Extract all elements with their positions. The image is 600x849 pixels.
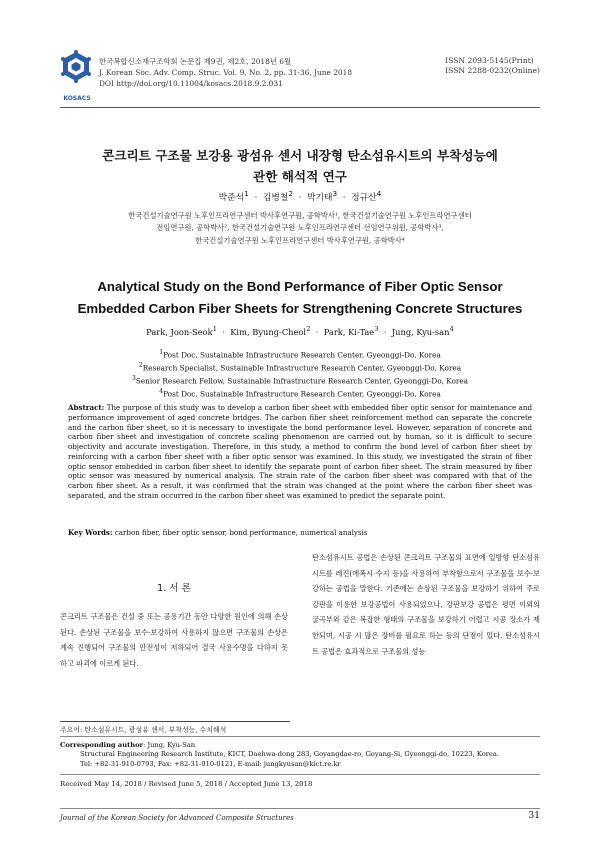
corr-contact: Tel: +82-31-910-0793, Fax: +82-31-910-0121, E-mail: jungkyusan@kict.re.kr [80, 759, 341, 768]
author-2-en-sup: 2 [306, 325, 311, 333]
kosacs-logo-icon [60, 50, 92, 90]
affil-en-line [60, 374, 540, 387]
author-sep: · [254, 192, 258, 203]
author-sep: · [315, 326, 319, 337]
affil-text: Research Specialist, Sustainable Infrastructure Research Center, Gyeonggi-Do, Korea [142, 363, 462, 373]
affiliations-en [60, 348, 540, 400]
footnote-divider [60, 736, 540, 737]
author-2-ko: 김병철 [262, 192, 289, 203]
page-number: 31 [528, 811, 540, 821]
corr-label: Corresponding author [60, 741, 144, 749]
authors-ko [60, 189, 540, 203]
affil-sup: 4 [159, 388, 164, 396]
affil-ko-line: 한국건설기술연구원 노후인프라연구센터 박사후연구원, 공학박사¹, 한국건설기술연구원 노후인프라연구센터 [128, 211, 472, 220]
title-en-line-1: Analytical Study on the Bond Performance of Fiber Optic Sensor [97, 279, 503, 294]
affil-en-line [60, 361, 540, 374]
body-column-left [60, 550, 288, 671]
doi-link[interactable]: DOI http://doi.org/10.11004/kosacs.2018.9.2.031 [99, 79, 283, 88]
affil-text: Post Doc, Sustainable Infrastructure Research Center, Gyeonggi-Do, Korea [163, 389, 441, 399]
affil-sup: 2 [138, 362, 143, 370]
body-paragraph: 콘크리트 구조물은 건설 중 또는 공용기간 동안 다양한 원인에 의해 손상된다. 손상된 구조물을 보수·보강하여 사용하지 않으면 구조물의 손상은 계속 진행되어 구조물의 안전성이 저하되어 결국 사용수명을 다하지 못 하고 파괴에 이르게 된다. [60, 612, 288, 668]
body-paragraph: 탄소섬유시트 공법은 손상된 콘크리트 구조물의 표면에 일방향 탄소섬유 시트를 레진(에폭시 수지 등)을 사용하여 부착함으로서 구조물을 보수·보강하는 공법을 말한다. 기존에는 손상된 구조물을 보강하기 위하여 주로 강판을 이용한 보강공법이 사용되었으나, 강판보강 공법은 평면 이외의 굴곡부와 같은 복잡한 형태의 구조물을 보강하기 어렵고 시공 장소가 제한되며, 시공 시 많은 장비를 필요로 하는 등의 단점이 있다. 탄소섬유시트 공법은 효과적으로 구조물의 성능 [312, 553, 540, 656]
issn-print: ISSN 2093-5145(Print) [445, 56, 534, 65]
affil-text: Senior Research Fellow, Sustainable Infrastructure Research Center, Gyeonggi-Do, Korea [135, 376, 469, 386]
journal-name-en: J. Korean Soc. Adv. Comp. Struc. Vol. 9, No. 2, pp. 31-36, June 2018 [99, 68, 353, 77]
author-4-en-sup: 4 [449, 325, 454, 333]
author-sep: · [342, 192, 346, 203]
affil-text: Post Doc, Sustainable Infrastructure Research Center, Gyeonggi-Do, Korea [163, 350, 441, 360]
paper-title-ko [60, 145, 540, 187]
logo-text: KOSACS [63, 95, 91, 102]
affil-en-line [60, 387, 540, 400]
abstract-text: The purpose of this study was to develop a carbon fiber sheet with embedded fiber optic sensor for maintenance and performance improvement of aged concrete bridges. The carbon fiber sheet reinforcement method can separate the concrete and the carbon fiber sheet, so it is necessary to investigate the bond performance level. However, separation of concrete and carbon fiber sheet and investigation of concrete scaling phenomenon are carried out by human, so it is difficult to secure objectivity and accurate investigation. Therefore, in this study, a method to confirm the bond level of carbon fiber sheet by reinforcing with a carbon fiber sheet with a fiber optic sensor was examined. In this study, we investigated the strain of fiber optic sensor embedded in carbon fiber sheet to identify the separate point of carbon fiber sheet. The strain measured by fiber optic sensor was measured by numerical analysis. The strain rate of the carbon fiber sheet was compared with that of the carbon fiber sheet. As a result, it was confirmed that the strain was changed at the point where the carbon fiber sheet was separated, and the strain occurred in the carbon fiber sheet was examined to predict the separate point. [68, 403, 532, 500]
abstract-label: Abstract: [68, 403, 105, 412]
author-3-en: Park, Ki-Tae [323, 326, 375, 337]
author-4-ko: 정규산 [351, 192, 377, 203]
author-2-ko-sup: 2 [288, 189, 293, 198]
keywords-ko: 주요어: 탄소섬유시트, 광섬유 센서, 부착성능, 수치해석 [60, 726, 227, 734]
footnote-divider [60, 774, 540, 775]
keywords [68, 528, 532, 537]
affil-ko-line: 전임연구원, 공학박사², 한국건설기술연구원 노후인프라연구센터 선임연구위원, 공학박사³, [156, 223, 444, 233]
author-3-en-sup: 3 [374, 325, 379, 333]
author-sep: · [298, 192, 302, 203]
issn-online: ISSN 2288-0232(Online) [445, 66, 540, 75]
author-sep: · [383, 326, 387, 337]
affil-sup: 3 [131, 375, 136, 383]
corresponding-author [60, 741, 540, 769]
author-sep: · [222, 326, 225, 337]
corr-address: Structural Engineering Research Institute, KICT, Daehwa-dong 283, Goyangdae-ro, Goyang-Si, Gyeonggi-do, 10223, Korea. [80, 750, 499, 759]
author-3-ko: 박기태 [306, 192, 333, 203]
affiliations-ko [60, 210, 540, 247]
author-4-en: Jung, Kyu-san [391, 326, 450, 337]
footnote-divider [60, 721, 290, 722]
author-2-en: Kim, Byung-Cheol [230, 326, 307, 337]
author-3-ko-sup: 3 [332, 189, 338, 198]
section-heading: 1. 서 론 [157, 583, 191, 594]
author-4-ko-sup: 4 [376, 189, 382, 198]
authors-en [60, 325, 540, 337]
author-1-ko-sup: 1 [244, 189, 249, 198]
paper-title-en [60, 276, 540, 320]
title-en-line-2: Embedded Carbon Fiber Sheets for Strengthening Concrete Structures [77, 301, 523, 316]
footer-journal: Journal of the Korean Society for Advanced Composite Structures [60, 814, 294, 822]
affil-en-line [60, 348, 540, 361]
title-ko-line-1: 콘크리트 구조물 보강용 광섬유 센서 내장형 탄소섬유시트의 부착성능에 [102, 148, 498, 163]
keywords-label: Key Words: [68, 528, 113, 537]
footer-divider [60, 808, 540, 809]
affil-sup: 1 [159, 349, 164, 356]
journal-name-ko: 한국복합신소재구조학회 논문집 제9권, 제2호, 2018년 6월 [99, 57, 292, 66]
title-ko-line-2: 관한 해석적 연구 [253, 169, 347, 184]
journal-header [99, 56, 352, 89]
corr-name: : Jung, Kyu-San [143, 741, 196, 749]
issn-block [445, 56, 540, 76]
body-column-right [312, 550, 540, 659]
author-1-en: Park, Joon-Seok [146, 326, 213, 337]
affil-ko-line: 한국건설기술연구원 노후인프라연구센터 박사후연구원, 공학박사⁴ [195, 235, 405, 245]
author-1-ko: 박준석 [218, 192, 245, 203]
author-1-en-sup: 1 [212, 325, 218, 333]
abstract [68, 403, 532, 501]
header-divider [60, 107, 540, 108]
keywords-text: carbon fiber, fiber optic sensor, bond performance, numerical analysis [114, 528, 368, 537]
corr-line [60, 741, 540, 750]
received-dates: Received May 14, 2018 / Revised June 5, 2018 / Accepted June 13, 2018 [60, 780, 313, 788]
